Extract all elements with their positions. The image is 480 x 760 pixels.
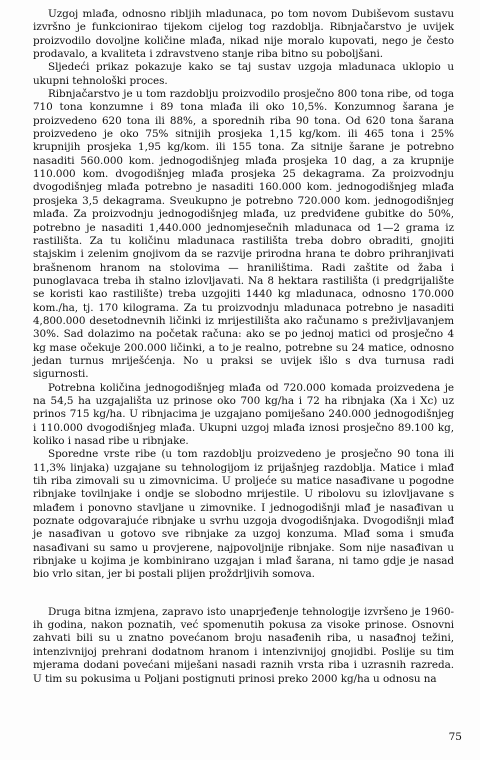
paragraph: Sljedeći prikaz pokazuje kako se taj sustav uzgoja mladunaca uklopio u ukupni tehnološki proces. <box>33 61 454 87</box>
paragraph: Ribnjačarstvo je u tom razdoblju proizvodilo prosječno 800 tona ribe, od toga 710 tona konzumne i 89 tona mlađa ili oko 10,5%. Konzumnog šarana je proizvedeno 620 tona ili 88%, a sporednih riba 90 tona. Od 620 tona šarana proizvedeno je oko 75% sitnijih prosjeka 1,15 kg/kom. ili 465 tona i 25% krupnijih prosjeka 1,95 kg/kom. ili 155 tona. Za sitnije šarane je potrebno nasaditi 560.000 kom. jednogodišnjeg mlađa prosjeka 10 dag, a za krupnije 110.000 kom. dvogodišnjeg mlađa prosjeka 25 dekagrama. Za proizvodnju dvogodišnjeg mlađa potrebno je nasaditi 160.000 kom. jednogodišnjeg mlađa prosjeka 3,5 dekagrama. Sveukupno je potrebno 720.000 kom. jednogodišnjeg mlađa. Za proizvodnju jednogodišnjeg mlađa, uz predviđene gubitke do 50%, potrebno je nasaditi 1,440.000 jednomjesečnih mladunaca od 1—2 grama iz rastilišta. Za tu količinu mladunaca rastilišta treba dobro obraditi, gnojiti stajskim i zelenim gnojivom da se razvije prirodna hrana te dobro prihranjivati brašnenom hranom na stolovima — hranilištima. Radi zaštite od žaba i punoglavaca treba ih stalno izlovljavati. Na 8 hektara rastilišta (i predgrijalište se koristi kao rastilište) treba uzgojiti 1440 kg mladunaca, odnosno 170.000 kom./ha, tj. 170 kilograma. Za tu proizvodnju mladunaca potrebno je nasaditi 4,800.000 desetodnevnih ličinki iz mrijestilišta ako računamo s preživljavanjem 30%. Sad dolazimo na početak računa: ako se po jednoj matici od prosječno 4 kg mase očekuje 200.000 ličinki, a to je realno, potrebne su 24 matice, odnosno jedan turnus mriješćenja. No u praksi se uvijek išlo s dva turnusa radi sigurnosti. <box>33 88 454 381</box>
section-break <box>33 582 454 606</box>
page-number: 75 <box>448 731 462 743</box>
paragraph: Druga bitna izmjena, zapravo isto unaprjeđenje tehnologije izvršeno je 1960-ih godina, nakon poznatih, već spomenutih pokusa za visoke prinose. Osnovni zahvati bili su u znatno povećanom broju nasađenih riba, u nasađnoj težini, intenzivnijoj prehrani dodatnom hranom i intenzivnijoj gnojidbi. Poslije su tim mjerama dodani povećani miješani nasadi raznih vrsta riba i uzrasnih razreda. U tim su pokusima u Poljani postignuti prinosi preko 2000 kg/ha u odnosu na <box>33 605 454 685</box>
body-text <box>33 8 454 686</box>
paragraph: Sporedne vrste ribe (u tom razdoblju proizvedeno je prosječno 90 tona ili 11,3% linjaka) uzgajane su tehnologijom iz prijašnjeg razdoblja. Matice i mlađ tih riba zimovali su u zimovnicima. U proljeće su matice nasađivane u pogodne ribnjake tovilnjake i ondje se slobodno mrijestile. U ribolovu su izlovljavane s mlađem i ponovno stavljane u zimovnike. I jednogodišnji mlađ je nasađivan u poznate odgovarajuće ribnjake u svrhu uzgoja dvogodišnjaka. Dvogodišnji mlađ je nasađivan u gotovo sve ribnjake za uzgoj konzuma. Mlađ soma i smuđa nasađivani su samo u provjerene, najpovoljnije ribnjake. Som nije nasađivan u ribnjake u kojima je kombinirano uzgajan i mlađ šarana, ni tamo gdje je nasad bio vrlo sitan, jer bi postali plijen proždrljivih somova. <box>33 448 454 581</box>
paragraph: Uzgoj mlađa, odnosno ribljih mladunaca, po tom novom Dubiševom sustavu izvršno je funkcionirao tijekom cijelog tog razdoblja. Ribnjačarstvo je uvijek proizvodilo dovoljne količine mlađa, nikad nije moralo kupovati, nego je često prodavalo, a kvaliteta i zdravstveno stanje riba bitno su poboljšani. <box>33 8 454 61</box>
paragraph: Potrebna količina jednogodišnjeg mlađa od 720.000 komada proizvedena je na 54,5 ha uzgajališta uz prinose oko 700 kg/ha i 72 ha ribnjaka (Xa i Xc) uz prinos 715 kg/ha. U ribnjacima je uzgajano pomiješano 240.000 jednogodišnjeg i 110.000 dvogodišnjeg mlađa. Ukupni uzgoj mlađa iznosi prosječno 89.100 kg, koliko i nasad ribe u ribnjake. <box>33 381 454 447</box>
